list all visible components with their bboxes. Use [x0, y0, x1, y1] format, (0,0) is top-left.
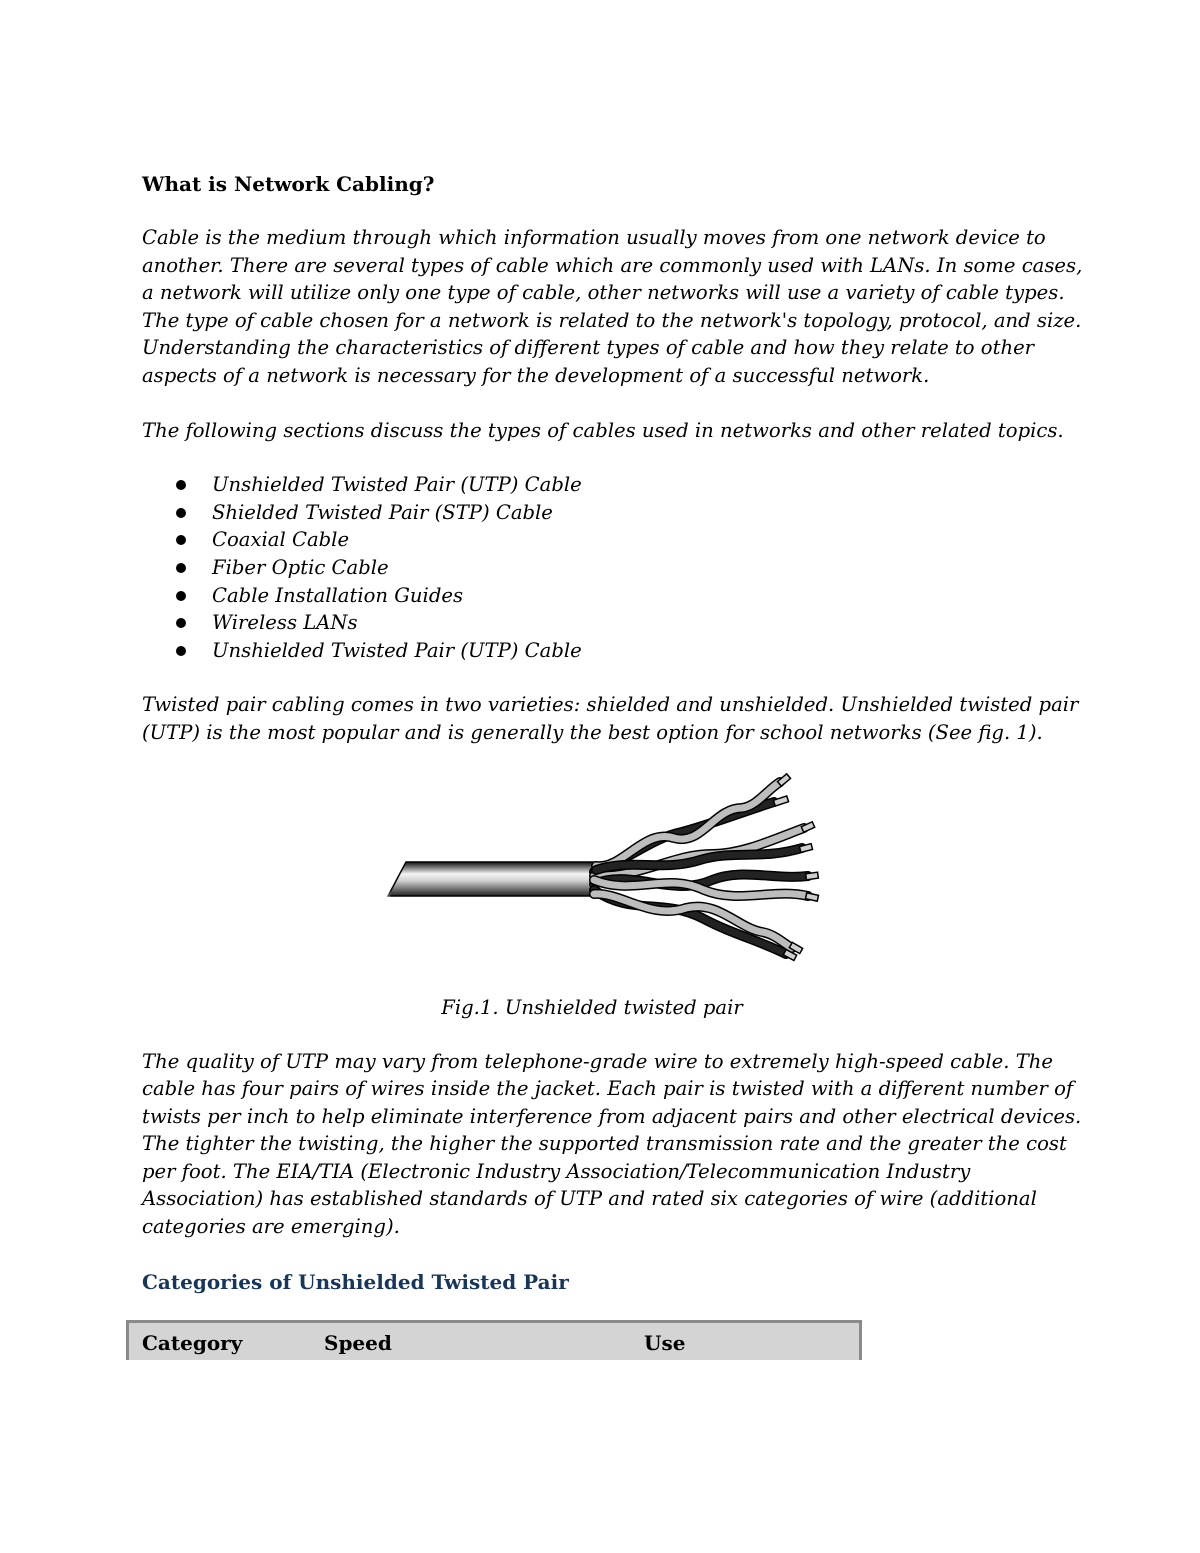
document-page: [142, 170, 1083, 1360]
twisted-pair-paragraph: [142, 691, 1079, 746]
figure-caption: Fig.1. Unshielded twisted pair: [441, 995, 743, 1019]
intro-line: aspects of a network is necessary for the development of a successful network.: [142, 363, 930, 387]
categories-table-header: [126, 1320, 862, 1360]
quality-line: per foot. The EIA/TIA (Electronic Industry Association/Telecommunication Industry: [142, 1159, 971, 1183]
bullet-icon: [176, 480, 186, 490]
sections-intro: [142, 417, 1062, 445]
list-item: [142, 471, 1062, 499]
bullet-icon: [176, 646, 186, 656]
bullet-icon: [176, 563, 186, 573]
utp-quality-paragraph: [142, 1048, 1082, 1241]
list-item: [142, 582, 1062, 610]
column-header-use: Use: [644, 1330, 686, 1355]
cable-topics-list: [142, 471, 1062, 664]
intro-line: The type of cable chosen for a network is related to the network's topology, protocol, and size.: [142, 308, 1082, 332]
sections-intro-text: The following sections discuss the types of cables used in networks and other related topics.: [142, 418, 1064, 442]
quality-line: categories are emerging).: [142, 1215, 400, 1239]
bullet-icon: [176, 591, 186, 601]
bullet-icon: [176, 508, 186, 518]
list-item-label: Wireless LANs: [212, 611, 358, 635]
twisted-line: (UTP) is the most popular and is generally the best option for school networks (See fig. 1).: [142, 720, 1043, 744]
list-item: [142, 637, 1062, 665]
jacket-fade: [382, 858, 462, 900]
list-item-label: Unshielded Twisted Pair (UTP) Cable: [212, 638, 582, 662]
column-header-category: Category: [142, 1330, 243, 1355]
list-item-label: Fiber Optic Cable: [212, 555, 389, 579]
quality-line: Association) has established standards of UTP and rated six categories of wire (additional: [142, 1187, 1037, 1211]
column-header-speed: Speed: [324, 1330, 392, 1355]
categories-heading: Categories of Unshielded Twisted Pair: [142, 1269, 569, 1294]
utp-cable-figure: [142, 768, 1062, 978]
list-item: [142, 499, 1062, 527]
wire-tips: [773, 773, 818, 960]
list-item-label: Shielded Twisted Pair (STP) Cable: [212, 500, 553, 524]
quality-line: cable has four pairs of wires inside the jacket. Each pair is twisted with a different number of: [142, 1077, 1074, 1101]
quality-line: The tighter the twisting, the higher the supported transmission rate and the greater the cost: [142, 1132, 1067, 1156]
quality-line: twists per inch to help eliminate interference from adjacent pairs and other electrical devices.: [142, 1104, 1082, 1128]
bullet-icon: [176, 618, 186, 628]
list-item-label: Coaxial Cable: [212, 528, 350, 552]
list-item-label: Cable Installation Guides: [212, 583, 464, 607]
intro-line: Cable is the medium through which information usually moves from one network device to: [142, 226, 1046, 249]
intro-line: Understanding the characteristics of different types of cable and how they relate to other: [142, 336, 1035, 360]
list-item-label: Unshielded Twisted Pair (UTP) Cable: [212, 473, 582, 497]
page-title: What is Network Cabling?: [142, 172, 435, 196]
intro-paragraph: [142, 224, 1083, 390]
list-item: [142, 554, 1062, 582]
quality-line: The quality of UTP may vary from telephone-grade wire to extremely high-speed cable. The: [142, 1049, 1053, 1073]
twisted-line: Twisted pair cabling comes in two varieties: shielded and unshielded. Unshielded twisted pair: [142, 693, 1079, 717]
bullet-icon: [176, 535, 186, 545]
intro-line: a network will utilize only one type of cable, other networks will use a variety of cable types.: [142, 281, 1065, 305]
utp-cable-illustration: [382, 768, 822, 978]
list-item: [142, 526, 1062, 554]
intro-line: another. There are several types of cable which are commonly used with LANs. In some cases,: [142, 253, 1083, 277]
wire-pair-3: [594, 874, 808, 895]
list-item: [142, 609, 1062, 637]
